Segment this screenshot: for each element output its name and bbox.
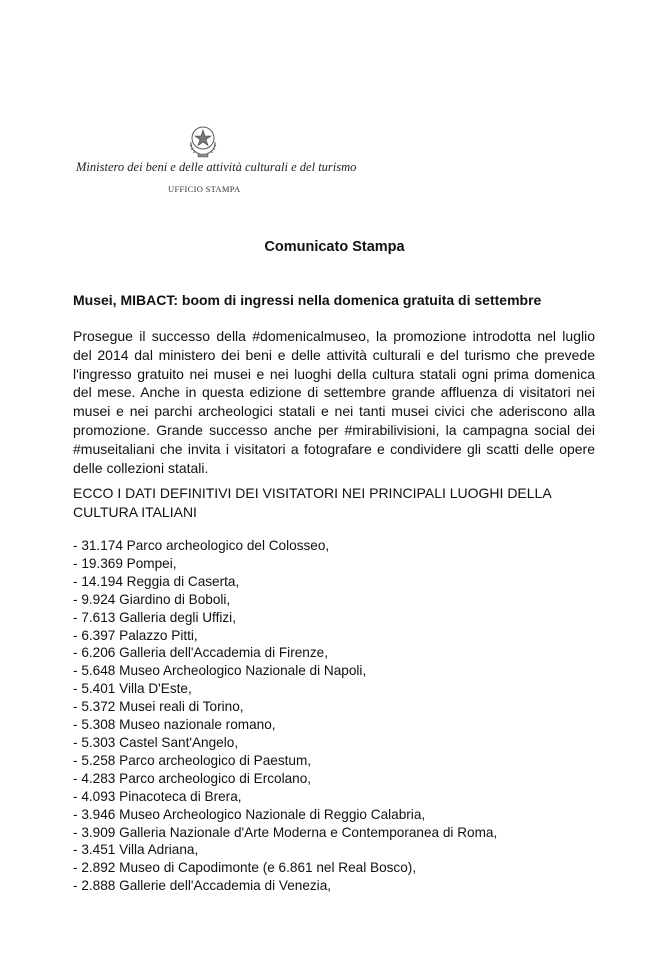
visitor-count: 31.174	[81, 538, 123, 553]
venue-name: Parco archeologico di Ercolano,	[119, 770, 312, 786]
venue-name: Giardino di Boboli,	[119, 591, 231, 607]
venue-name: Museo di Capodimonte (e 6.861 nel Real Bosco),	[119, 860, 417, 876]
venue-name: Castel Sant'Angelo,	[119, 734, 239, 750]
venue-name: Museo nazionale romano,	[119, 717, 276, 733]
visitor-count: 2.888	[81, 878, 116, 894]
list-item	[73, 627, 497, 645]
list-item	[73, 877, 497, 895]
list-item	[73, 573, 497, 591]
visitor-count: 19.369	[81, 555, 123, 571]
visitor-count: 7.613	[81, 609, 116, 625]
list-item	[73, 734, 497, 752]
list-item	[73, 841, 497, 859]
italian-republic-emblem-icon	[185, 120, 221, 160]
document-type: Comunicato Stampa	[264, 239, 405, 255]
venue-name: Musei reali di Torino,	[119, 699, 244, 715]
ministry-name: Ministero dei beni e delle attività culturali e del turismo	[76, 160, 357, 174]
visitor-count: 2.892	[81, 860, 116, 876]
list-item	[73, 788, 497, 806]
venue-name: Pompei,	[126, 555, 177, 571]
venue-name: Villa Adriana,	[119, 842, 199, 858]
visitor-count: 5.401	[81, 681, 116, 697]
visitor-count: 5.308	[81, 717, 116, 733]
visitor-count: 6.397	[81, 627, 116, 643]
visitor-count: 9.924	[81, 591, 116, 607]
venue-name: Pinacoteca di Brera,	[119, 788, 242, 804]
venue-name: Museo Archeologico Nazionale di Napoli,	[119, 663, 367, 679]
visitor-count: 3.946	[81, 806, 116, 822]
list-item	[73, 609, 497, 627]
visitor-count: 5.258	[81, 752, 116, 768]
visitor-count: 4.283	[81, 770, 116, 786]
venue-name: Parco archeologico del Colosseo,	[126, 538, 330, 553]
venue-name: Gallerie dell'Accademia di Venezia,	[119, 878, 332, 894]
list-item	[73, 716, 497, 734]
venue-name: Villa D'Este,	[119, 681, 192, 697]
visitor-count: 3.451	[81, 842, 116, 858]
list-item	[73, 662, 497, 680]
visitor-list	[73, 537, 497, 895]
office-name: UFFICIO STAMPA	[168, 184, 241, 194]
list-item	[73, 824, 497, 842]
venue-name: Museo Archeologico Nazionale di Reggio Calabria,	[119, 806, 426, 822]
visitor-count: 4.093	[81, 788, 116, 804]
venue-name: Parco archeologico di Paestum,	[119, 752, 312, 768]
list-item	[73, 806, 497, 824]
venue-name: Reggia di Caserta,	[126, 573, 240, 589]
list-item	[73, 555, 497, 573]
press-headline: Musei, MIBACT: boom di ingressi nella domenica gratuita di settembre	[73, 292, 542, 308]
list-item	[73, 591, 497, 609]
visitors-section-heading: ECCO I DATI DEFINITIVI DEI VISITATORI NEI PRINCIPALI LUOGHI DELLA CULTURA ITALIANI	[73, 485, 551, 520]
visitor-count: 5.648	[81, 663, 116, 679]
venue-name: Palazzo Pitti,	[119, 627, 198, 643]
visitor-count: 6.206	[81, 645, 116, 661]
visitor-count: 3.909	[81, 824, 116, 840]
list-item	[73, 752, 497, 770]
press-body-text: Prosegue il successo della #domenicalmuseo, la promozione introdotta nel luglio del 2014 dal ministero dei beni e delle attività culturali e del turismo che prevede l'ingresso gratuito nei musei e nei luoghi della cultura statali ogni prima domenica del mese. Anche in questa edizione di settembre grande affluenza di visitatori nei musei e nei parchi archeologici statali e nei tanti musei civici che aderiscono alla promozione. Grande successo anche per #mirabilivisioni, la campagna social dei #museitaliani che invita i visitatori a fotografare e condividere gli scatti delle opere delle collezioni statali.	[73, 328, 595, 476]
list-item	[73, 770, 497, 788]
venue-name: Galleria degli Uffizi,	[119, 609, 236, 625]
visitor-count: 5.303	[81, 734, 116, 750]
list-item	[73, 644, 497, 662]
list-item	[73, 680, 497, 698]
list-item	[73, 537, 497, 555]
list-item	[73, 859, 497, 877]
venue-name: Galleria Nazionale d'Arte Moderna e Contemporanea di Roma,	[119, 824, 498, 840]
visitor-count: 14.194	[81, 573, 123, 589]
visitor-count: 5.372	[81, 699, 116, 715]
list-item	[73, 698, 497, 716]
venue-name: Galleria dell'Accademia di Firenze,	[119, 645, 328, 661]
